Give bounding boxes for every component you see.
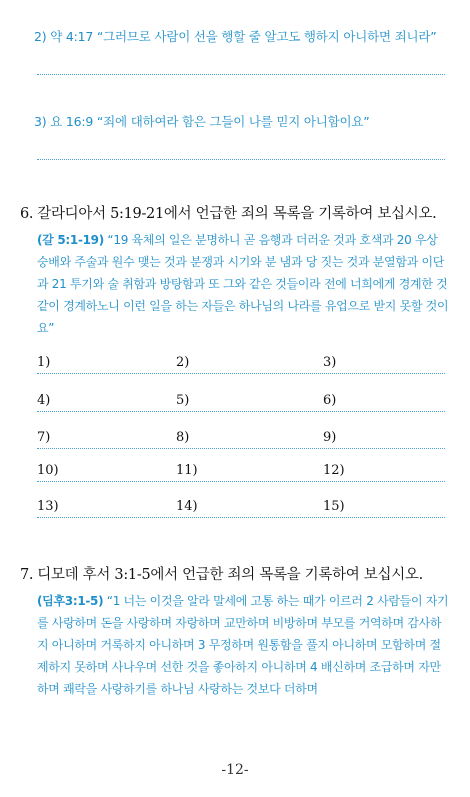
passage-text: “19 육체의 일은 분명하니 곧 음행과 더러운 것과 호색과 20 우상 숭배와 주술과 원수 맺는 것과 분쟁과 시기와 분 냄과 당 짓는 것과 분열함과 이단과 21 투기와 술 취함과 방탕함과 또 그와 같은 것들이라 전에 너희에게 경계한 것 같이 경계하노니 이런 일을 하는 자들은 하나님의 나라를 유업으로 받지 못할 것이요”	[37, 233, 449, 335]
question-7-title	[20, 563, 423, 584]
question-text: 갈라디아서 5:19-21에서 언급한 죄의 목록을 기록하여 보십시오.	[37, 206, 437, 222]
passage-2-timothy	[37, 590, 449, 700]
item-number: 7)	[37, 430, 51, 445]
item-number: 9)	[323, 430, 337, 445]
item-number: 13)	[37, 499, 59, 514]
item-number: 14)	[176, 499, 198, 514]
answer-row[interactable]	[37, 427, 445, 449]
question-number: 6.	[20, 206, 34, 222]
answer-line	[37, 373, 445, 374]
question-number: 7.	[20, 567, 34, 583]
item-number: 5)	[176, 393, 190, 408]
answer-line	[37, 448, 445, 449]
item-number: 2)	[176, 355, 190, 370]
answer-row[interactable]	[37, 496, 445, 518]
answer-line	[37, 481, 445, 482]
answer-line[interactable]	[37, 159, 445, 160]
question-text: 디모데 후서 3:1-5에서 언급한 죄의 목록을 기록하여 보십시오.	[37, 567, 423, 583]
item-number: 15)	[323, 499, 345, 514]
answer-row[interactable]	[37, 352, 445, 374]
verse-john-16-9: 3) 요 16:9 “죄에 대하여라 함은 그들이 나를 믿지 아니함이요”	[34, 114, 370, 129]
passage-text: “1 너는 이것을 알라 말세에 고통 하는 때가 이르러 2 사람들이 자기를 사랑하며 돈을 사랑하며 자랑하며 교만하며 비방하며 부모를 거역하며 감사하지 아니하며 거룩하지 아니하며 3 무정하며 원통함을 풀지 아니하며 모함하며 절제하지 못하며 사나우며 선한 것을 좋아하지 아니하며 4 배신하며 조급하며 자만하며 쾌락을 사랑하기를 하나님 사랑하는 것보다 더하며	[37, 594, 449, 696]
item-number: 4)	[37, 393, 51, 408]
answer-row[interactable]	[37, 390, 445, 412]
item-number: 6)	[323, 393, 337, 408]
answer-row[interactable]	[37, 460, 445, 482]
answer-line[interactable]	[37, 74, 445, 75]
item-number: 10)	[37, 463, 59, 478]
passage-galatians	[37, 229, 449, 339]
passage-reference: (갈 5:1-19)	[37, 233, 104, 247]
item-number: 3)	[323, 355, 337, 370]
item-number: 1)	[37, 355, 51, 370]
item-number: 8)	[176, 430, 190, 445]
question-6-title	[20, 202, 437, 223]
item-number: 11)	[176, 463, 198, 478]
page-number: -12-	[221, 762, 249, 778]
passage-reference: (딤후3:1-5)	[37, 594, 104, 608]
verse-james-4-17: 2) 약 4:17 “그러므로 사람이 선을 행할 줄 알고도 행하지 아니하면 죄니라”	[34, 29, 437, 44]
item-number: 12)	[323, 463, 345, 478]
answer-line	[37, 517, 445, 518]
answer-line	[37, 411, 445, 412]
